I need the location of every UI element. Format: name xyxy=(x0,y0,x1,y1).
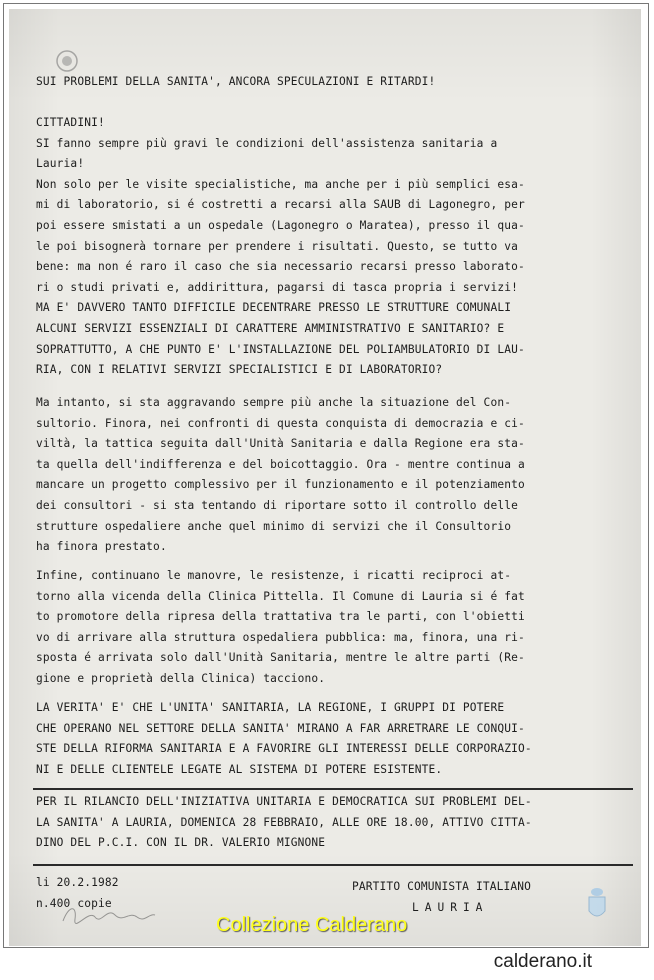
paragraph-clinica: Infine, continuano le manovre, le resistenze, i ricatti reciproci at- torno alla vicenda della Clinica Pittella. Il Comune di Lauria si é fat to promotore della ripresa della trattativa tra le parti, con l'obietti vo di arrivare alla struttura ospedaliera pubblica: ma, finora, una ri- sposta é arrivata solo dall'Unità Sanitaria, mentre le altre parti (Re- gione e proprietà della Clinica) tacciono. xyxy=(36,569,525,685)
handwritten-signature-icon xyxy=(59,899,159,929)
divider-bottom xyxy=(33,864,633,866)
site-url: calderano.it xyxy=(493,951,592,972)
flyer-copies: n.400 copie xyxy=(36,896,112,910)
paragraph-rilancio: PER IL RILANCIO DELL'INIZIATIVA UNITARIA E DEMOCRATICA SUI PROBLEMI DEL- LA SANITA' A LAURIA, DOMENICA 28 FEBBRAIO, ALLE ORE 18.00, ATTIVO CITTA- DINO DEL P.C.I. CON IL DR. VALERIO MIGNONE xyxy=(36,795,532,850)
stamp-emblem-icon xyxy=(55,49,79,73)
crest-logo-icon xyxy=(585,885,609,923)
party-name: PARTITO COMUNISTA ITALIANO xyxy=(352,880,532,893)
party-town: LAURIA xyxy=(412,900,489,914)
collection-watermark: Collezione Calderano xyxy=(216,914,408,936)
flyer-date: li 20.2.1982 xyxy=(36,876,119,889)
paragraph-consultorio: Ma intanto, si sta aggravando sempre più anche la situazione del Con- sultorio. Finora, nei confronti di questa conquista di democrazia e ci- viltà, la tattica seguita dall'Unità Sanitaria e dalla Regione era sta- ta quella dell'indifferenza e del boicottaggio. Ora - mentre continua a mancare un progetto complessivo per il funzionamento e il potenziamento dei consultori - si sta tentando di riportare sotto il controllo delle strutture ospedaliere anche quel minimo di servizi che il Consultorio ha finora prestato. xyxy=(36,396,525,554)
flyer-title: SUI PROBLEMI DELLA SANITA', ANCORA SPECULAZIONI E RITARDI! xyxy=(36,75,436,88)
paragraph-verita: LA VERITA' E' CHE L'UNITA' SANITARIA, LA REGIONE, I GRUPPI DI POTERE CHE OPERANO NEL SETTORE DELLA SANITA' MIRANO A FAR ARRETRARE LE CONQUI- STE DELLA RIFORMA SANITARIA E A FAVORIRE GLI INTERESSI DELLE CORPORAZIO- NI E DELLE CLIENTELE LEGATE AL SISTEMA DI POTERE ESISTENTE. xyxy=(36,701,532,776)
flyer-paper xyxy=(9,9,641,946)
divider-top xyxy=(33,788,633,790)
paragraph-citizens: CITTADINI! SI fanno sempre più gravi le condizioni dell'assistenza sanitaria a Lauria! Non solo per le visite specialistiche, ma anche per i più semplici esa- mi di laboratorio, si é costretti a recarsi alla SAUB di Lagonegro, per poi essere smistati a un ospedale (Lagonegro o Maratea), presso il qua- le poi bisognerà tornare per prendere i risultati. Questo, se tutto va bene: ma non é raro il caso che sia necessario recarsi presso laborato- ri o studi privati e, addirittura, pagarsi di tasca propria i servizi! MA E' DAVVERO TANTO DIFFICILE DECENTRARE PRESSO LE STRUTTURE COMUNALI ALCUNI SERVIZI ESSENZIALI DI CARATTERE AMMINISTRATIVO E SANITARIO? E SOPRATTUTTO, A CHE PUNTO E' L'INSTALLAZIONE DEL POLIAMBULATORIO DI LAU- RIA, CON I RELATIVI SERVIZI SPECIALISTICI E DI LABORATORIO? xyxy=(36,116,525,377)
